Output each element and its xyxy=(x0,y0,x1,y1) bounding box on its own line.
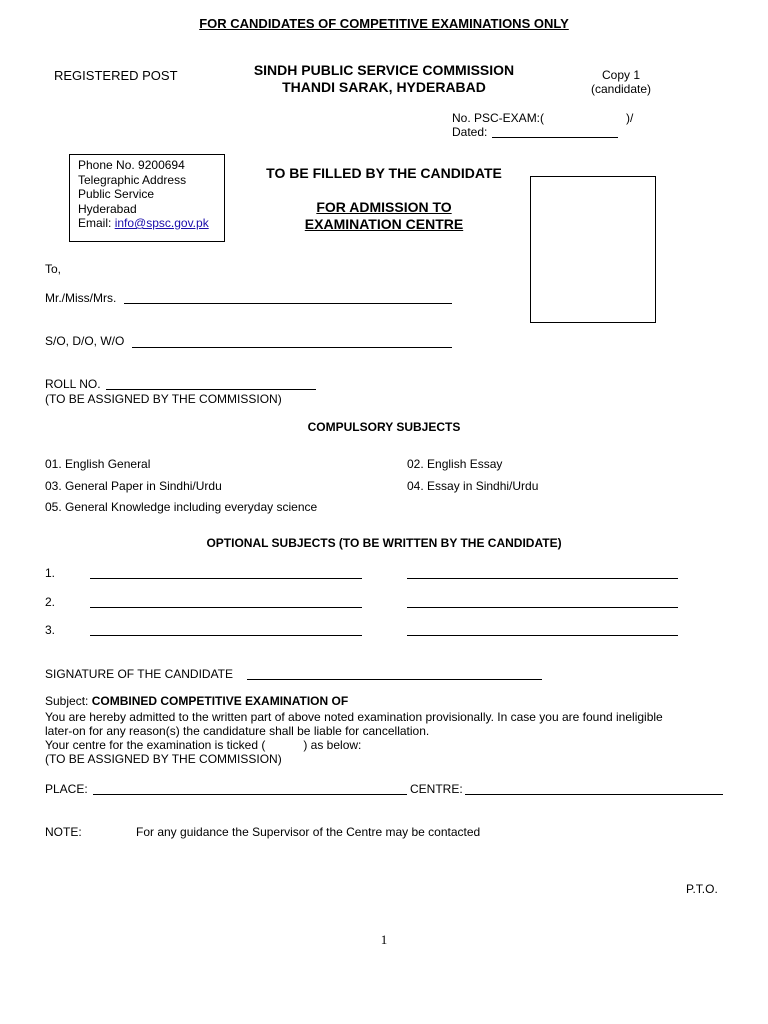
subject-english-essay: 02. English Essay xyxy=(407,457,503,471)
relation-line[interactable] xyxy=(132,347,452,348)
signature-line[interactable] xyxy=(247,679,542,680)
to-be-filled-heading: TO BE FILLED BY THE CANDIDATE xyxy=(266,165,502,181)
contact-box xyxy=(69,154,225,242)
optional-line-2b[interactable] xyxy=(407,607,678,608)
optional-line-1a[interactable] xyxy=(90,578,362,579)
admission-heading xyxy=(234,199,534,233)
centre-ticked-label-a: Your centre for the examination is ticked ( xyxy=(45,738,266,752)
admission-line-4: (TO BE ASSIGNED BY THE COMMISSION) xyxy=(45,752,282,766)
subject-english-general: 01. English General xyxy=(45,457,151,471)
optional-line-1b[interactable] xyxy=(407,578,678,579)
optional-heading: OPTIONAL SUBJECTS (TO BE WRITTEN BY THE CANDIDATE) xyxy=(206,536,562,550)
centre-line[interactable] xyxy=(465,794,723,795)
subject-row xyxy=(45,694,348,708)
email-link[interactable]: info@spsc.gov.pk xyxy=(114,216,209,230)
email-label: Email: xyxy=(78,216,115,230)
page-number: 1 xyxy=(380,932,388,947)
note-text: For any guidance the Supervisor of the Centre may be contacted xyxy=(136,825,481,839)
dated-line[interactable] xyxy=(492,137,618,138)
photo-box[interactable] xyxy=(530,176,656,323)
public-service-text: Public Service xyxy=(78,187,155,201)
subject-general-knowledge: 05. General Knowledge including everyday science xyxy=(45,500,318,514)
signature-label: SIGNATURE OF THE CANDIDATE xyxy=(45,667,234,681)
copy-label xyxy=(582,68,660,96)
roll-no-line[interactable] xyxy=(106,389,316,390)
optional-line-2a[interactable] xyxy=(90,607,362,608)
optional-line-3a[interactable] xyxy=(90,635,362,636)
relation-label: S/O, D/O, W/O xyxy=(45,334,125,348)
subject-essay-sindhi-urdu: 04. Essay in Sindhi/Urdu xyxy=(407,479,539,493)
pto-label: P.T.O. xyxy=(686,882,718,896)
admission-line-1: You are hereby admitted to the written part of above noted examination provisionally. In case you are found ineligible xyxy=(45,710,663,724)
admission-line2: EXAMINATION CENTRE xyxy=(304,216,464,232)
subject-label: Subject: xyxy=(45,694,92,708)
compulsory-heading: COMPULSORY SUBJECTS xyxy=(307,420,461,434)
place-line[interactable] xyxy=(93,794,407,795)
name-label: Mr./Miss/Mrs. xyxy=(45,291,117,305)
centre-ticked-label-b: ) as below: xyxy=(303,738,362,752)
roll-no-note: (TO BE ASSIGNED BY THE COMMISSION) xyxy=(45,392,282,406)
centre-ticked-row xyxy=(45,738,361,752)
commission-line2: THANDI SARAK, HYDERABAD xyxy=(282,79,486,95)
city-text: Hyderabad xyxy=(78,201,137,216)
admission-line1: FOR ADMISSION TO xyxy=(316,199,452,215)
email-row xyxy=(78,216,224,231)
copy-line1: Copy 1 xyxy=(601,68,641,82)
telegraphic-address: Telegraphic Address xyxy=(78,172,187,187)
copy-line2: (candidate) xyxy=(590,82,652,96)
subject-general-paper: 03. General Paper in Sindhi/Urdu xyxy=(45,479,222,493)
phone-number: Phone No. 9200694 xyxy=(78,158,185,172)
note-label: NOTE: xyxy=(45,825,82,839)
commission-line1: SINDH PUBLIC SERVICE COMMISSION xyxy=(253,62,515,78)
optional-line-3b[interactable] xyxy=(407,635,678,636)
dated-label: Dated: xyxy=(452,125,488,139)
name-line[interactable] xyxy=(124,303,452,304)
roll-no-label: ROLL NO. xyxy=(45,377,101,391)
to-label: To, xyxy=(45,262,62,276)
commission-name xyxy=(234,62,534,96)
place-label: PLACE: xyxy=(45,782,88,796)
dated-field xyxy=(452,125,487,139)
optional-number-2: 2. xyxy=(45,595,56,609)
subject-value: COMBINED COMPETITIVE EXAMINATION OF xyxy=(91,694,349,708)
registered-post-label: REGISTERED POST xyxy=(54,68,178,83)
optional-number-3: 3. xyxy=(45,623,56,637)
admission-line-2: later-on for any reason(s) the candidature shall be liable for cancellation. xyxy=(45,724,430,738)
centre-label: CENTRE: xyxy=(410,782,463,796)
top-heading: FOR CANDIDATES OF COMPETITIVE EXAMINATIONS ONLY xyxy=(199,16,569,31)
optional-number-1: 1. xyxy=(45,566,56,580)
psc-no-close: )/ xyxy=(626,111,634,125)
psc-no-label: No. PSC-EXAM:( xyxy=(452,111,545,125)
psc-exam-number xyxy=(452,111,633,125)
